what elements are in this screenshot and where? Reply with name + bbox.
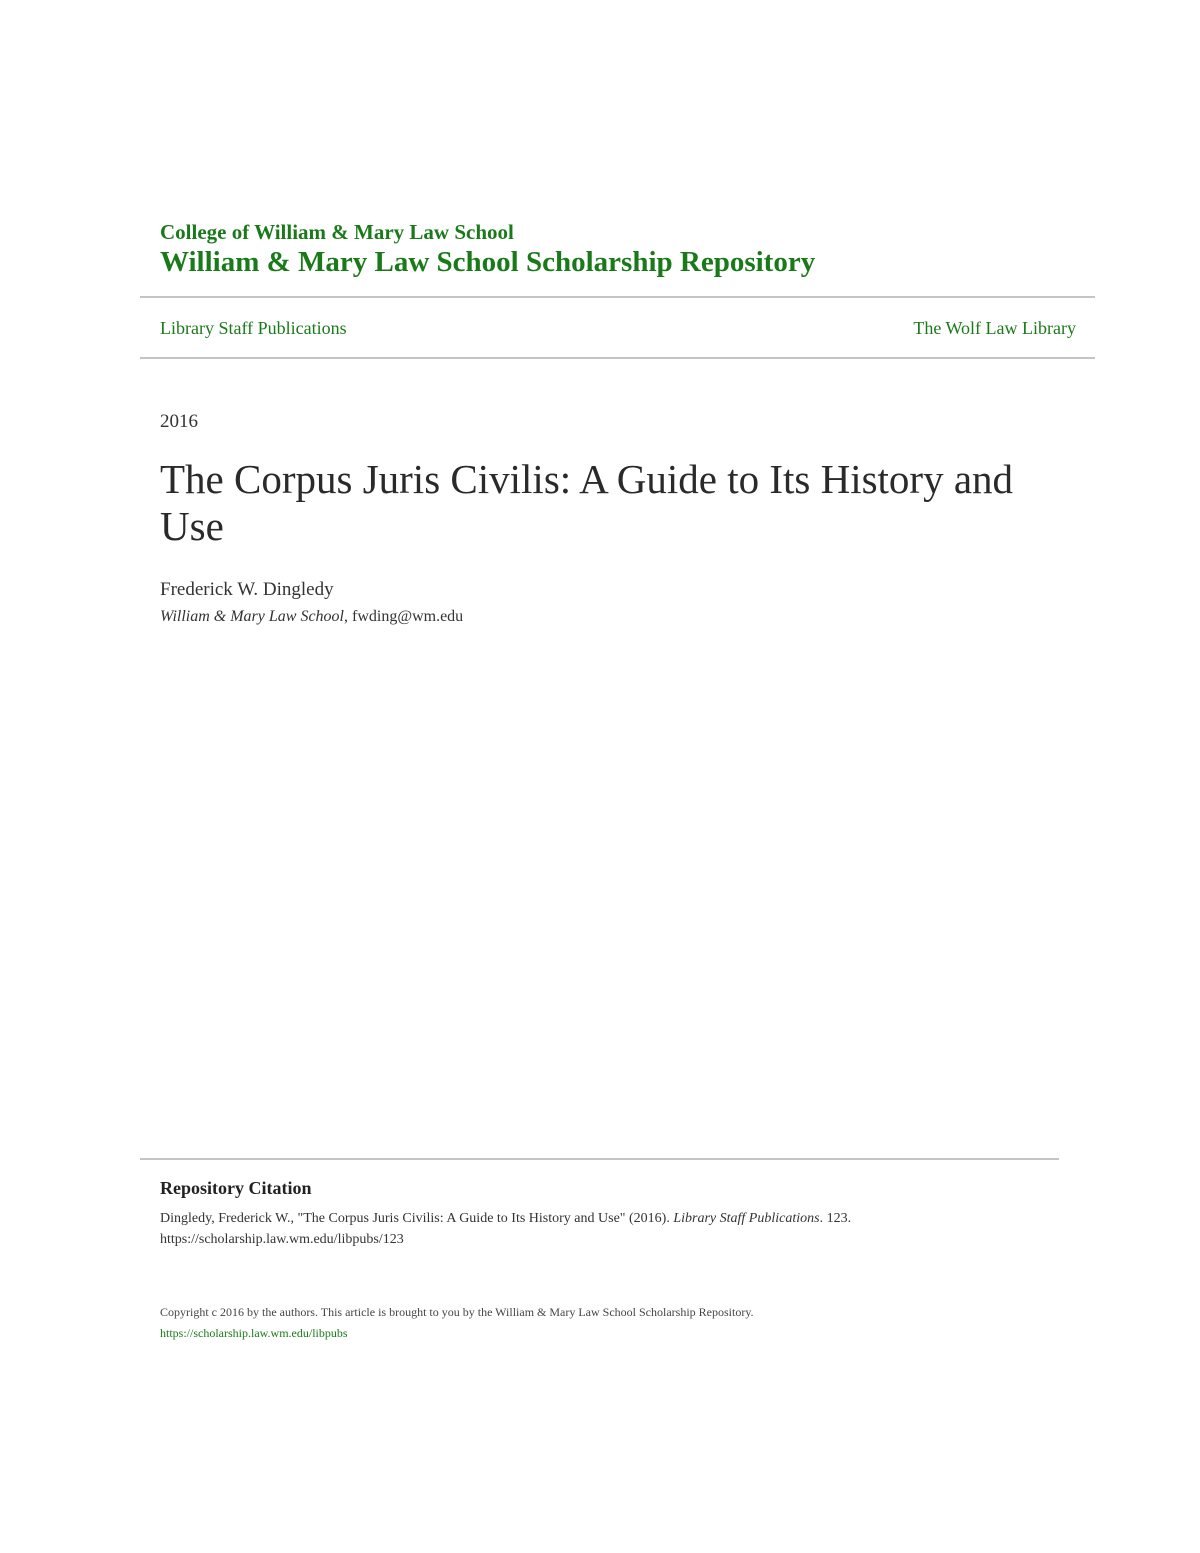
header-divider	[140, 296, 1095, 298]
author-email[interactable]: fwding@wm.edu	[352, 608, 464, 625]
citation-heading: Repository Citation	[160, 1178, 312, 1198]
affiliation-name: William & Mary Law School	[160, 608, 344, 625]
series-link[interactable]: Library Staff Publications	[160, 318, 347, 338]
college-name[interactable]: College of William & Mary Law School	[160, 220, 514, 244]
publication-year: 2016	[160, 411, 198, 432]
citation-text	[160, 1208, 1040, 1250]
author-affiliation	[160, 608, 463, 626]
copyright-url[interactable]: https://scholarship.law.wm.edu/libpubs	[160, 1326, 348, 1340]
copyright-text: Copyright c 2016 by the authors. This article is brought to you by the William & Mary Law School Scholarship Repository.	[160, 1305, 754, 1319]
citation-divider	[140, 1158, 1059, 1160]
author-name: Frederick W. Dingledy	[160, 579, 334, 600]
citation-suffix: . 123.	[819, 1211, 852, 1226]
article-title: The Corpus Juris Civilis: A Guide to Its History and Use	[160, 456, 1014, 549]
citation-prefix: Dingledy, Frederick W., "The Corpus Juris Civilis: A Guide to Its History and Use" (2016).	[160, 1211, 674, 1226]
affiliation-separator: ,	[344, 608, 352, 625]
nav-divider	[140, 357, 1095, 359]
citation-url[interactable]: https://scholarship.law.wm.edu/libpubs/123	[160, 1232, 404, 1247]
copyright-notice	[160, 1302, 1060, 1344]
library-link[interactable]: The Wolf Law Library	[913, 318, 1076, 338]
repository-name[interactable]: William & Mary Law School Scholarship Repository	[160, 246, 816, 278]
citation-series: Library Staff Publications	[673, 1211, 820, 1226]
